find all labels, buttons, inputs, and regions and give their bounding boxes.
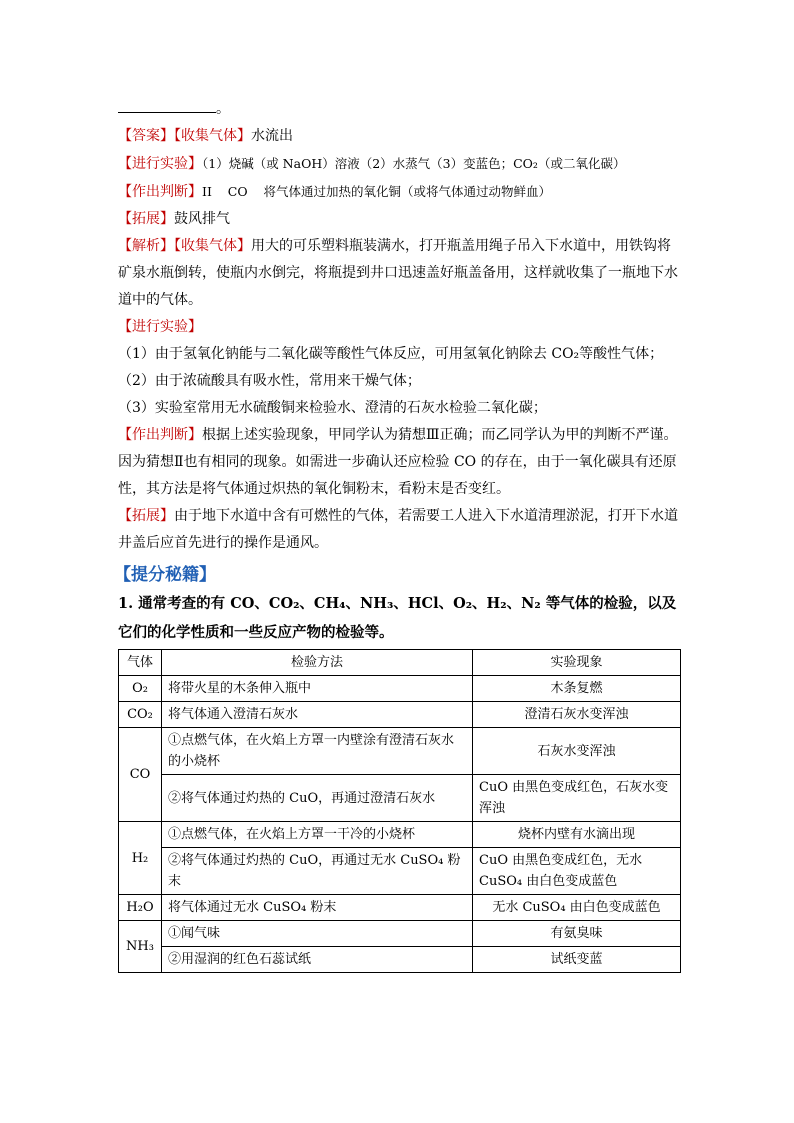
experiment-tag: 【进行实验】 [118,156,202,172]
gas-h2: H₂ [119,822,162,895]
method-nh3-2: ②用湿润的红色石蕊试纸 [162,947,473,973]
period: 。 [216,101,230,117]
result-h2-1: 烧杯内壁有水滴出现 [473,822,681,848]
answer-blank [118,98,216,113]
analysis-exp-item-3: （3）实验室常用无水硫酸铜来检验水、澄清的石灰水检验二氧化碳； [118,400,547,416]
method-h2o: 将气体通过无水 CuSO₄ 粉末 [162,895,473,921]
gas-test-table [118,649,681,973]
method-co2: 将气体通入澄清石灰水 [162,702,473,728]
header-method: 检验方法 [162,650,473,676]
analysis-collect-tag: 【收集气体】 [174,238,251,254]
experiment-answer: （1）烧碱（或 NaOH）溶液（2）水蒸气（3）变蓝色；CO₂（或二氧化碳） [202,156,626,171]
table-row [119,947,681,973]
analysis-exp-item-2: （2）由于浓硫酸具有吸水性，常用来干燥气体； [118,373,421,389]
table-row [119,822,681,848]
collect-gas-answer: 水流出 [251,128,293,144]
analysis-experiment-heading [118,314,683,341]
fill-blank-line [118,96,683,123]
analysis-judgment-paragraph [118,422,683,503]
analysis-exp-item-1: （1）由于氢氧化钠能与二氧化碳等酸性气体反应，可用氢氧化钠除去 CO₂等酸性气体； [118,346,664,362]
answer-line [118,123,683,150]
section-title: 【提分秘籍】 [114,565,216,585]
analysis-extension-paragraph [118,503,683,557]
table-row [119,921,681,947]
extension-tag: 【拓展】 [118,211,174,227]
table-row [119,676,681,702]
experiment-answer-line [118,150,683,178]
method-co-2: ②将气体通过灼热的 CuO，再通过澄清石灰水 [162,775,473,822]
analysis-experiment-tag: 【进行实验】 [118,319,202,335]
method-nh3-1: ①闻气味 [162,921,473,947]
table-row [119,848,681,895]
method-o2: 将带火星的木条伸入瓶中 [162,676,473,702]
table-header-row [119,650,681,676]
table-row [119,895,681,921]
result-nh3-2: 试纸变蓝 [473,947,681,973]
extension-answer: 鼓风排气 [174,211,230,227]
result-h2o: 无水 CuSO₄ 由白色变成蓝色 [473,895,681,921]
point-1-text: 1. 通常考查的有 CO、CO₂、CH₄、NH₃、HCl、O₂、H₂、N₂ 等气体的检验，以及它们的化学性质和一些反应产物的检验等。 [118,595,677,641]
result-o2: 木条复燃 [473,676,681,702]
analysis-extension-text: 由于地下水道中含有可燃性的气体，若需要工人进入下水道清理淤泥，打开下水道井盖后应首先进行的操作是通风。 [118,508,678,551]
gas-h2o: H₂O [119,895,162,921]
result-co-2: CuO 由黑色变成红色，石灰水变浑浊 [473,775,681,822]
result-nh3-1: 有氨臭味 [473,921,681,947]
method-co-1: ①点燃气体，在火焰上方罩一内壁涂有澄清石灰水的小烧杯 [162,728,473,775]
gas-nh3: NH₃ [119,921,162,973]
header-result: 实验现象 [473,650,681,676]
method-h2-2: ②将气体通过灼热的 CuO，再通过无水 CuSO₄ 粉末 [162,848,473,895]
analysis-judgment-tag: 【作出判断】 [118,427,202,443]
analysis-judgment-text: 根据上述实验现象，甲同学认为猜想Ⅲ正确；而乙同学认为甲的判断不严谨。因为猜想Ⅱ也有相同的现象。如需进一步确认还应检验 CO 的存在，由于一氧化碳具有还原性，其方法是将气体通过炽热的氧化铜粉末，看粉末是否变红。 [118,427,678,497]
judgment-answer: II CO 将气体通过加热的氧化铜（或将气体通过动物鲜血） [202,184,551,199]
analysis-collect-text: 用大的可乐塑料瓶装满水，打开瓶盖用绳子吊入下水道中，用铁钩将矿泉水瓶倒转，使瓶内水倒完，将瓶提到井口迅速盖好瓶盖备用，这样就收集了一瓶地下水道中的气体。 [118,238,678,308]
gas-o2: O₂ [119,676,162,702]
analysis-collect-paragraph [118,233,683,314]
analysis-tag: 【解析】 [118,238,174,254]
method-h2-1: ①点燃气体，在火焰上方罩一干冷的小烧杯 [162,822,473,848]
result-h2-2: CuO 由黑色变成红色，无水 CuSO₄ 由白色变成蓝色 [473,848,681,895]
table-row [119,728,681,775]
collect-gas-tag: 【收集气体】 [174,128,251,144]
gas-co2: CO₂ [119,702,162,728]
extension-answer-line [118,206,683,233]
gas-co: CO [119,728,162,822]
result-co2: 澄清石灰水变浑浊 [473,702,681,728]
judgment-answer-line [118,178,683,206]
result-co-1: 石灰水变浑浊 [473,728,681,775]
table-row [119,775,681,822]
table-row [119,702,681,728]
document-page [114,96,683,973]
analysis-extension-tag: 【拓展】 [118,508,174,524]
header-gas: 气体 [119,650,162,676]
judgment-tag: 【作出判断】 [118,184,202,200]
answer-tag: 【答案】 [118,128,174,144]
